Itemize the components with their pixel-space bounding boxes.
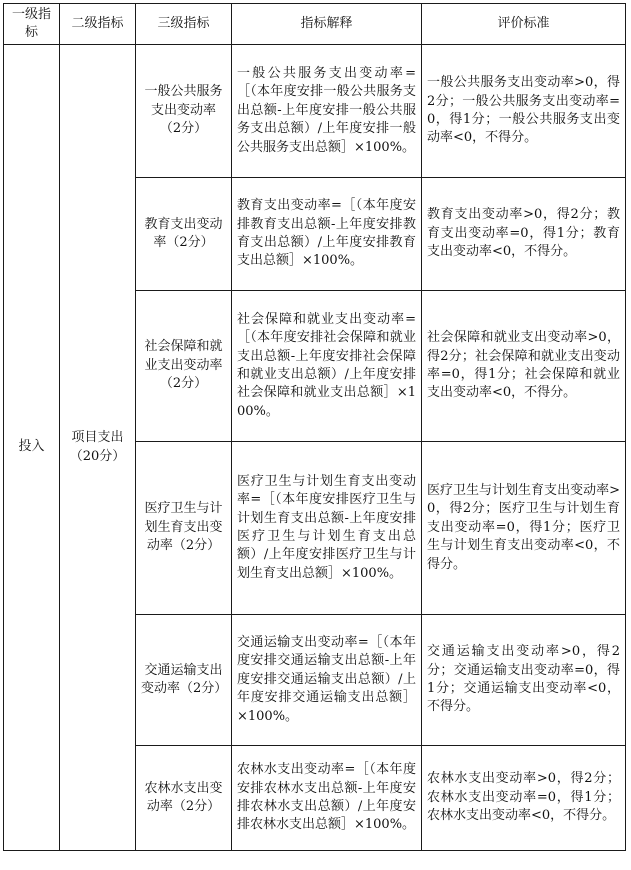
explanation-cell: 农林水支出变动率=［（本年度安排农林水支出总额-上年度安排农林水支出总额）/上年度安排农林水支出总额］×100%。 xyxy=(232,746,422,851)
explanation-cell: 社会保障和就业支出变动率=［（本年度安排社会保障和就业支出总额-上年度安排社会保障和就业支出总额）/上年度安排社会保障和就业支出总额］×100%。 xyxy=(232,291,422,442)
standard-cell: 医疗卫生与计划生育支出变动率>0，得2分；医疗卫生与计划生育支出变动率=0，得1分；医疗卫生与计划生育支出变动率<0，不得分。 xyxy=(422,442,626,615)
standard-cell: 教育支出变动率>0，得2分；教育支出变动率=0，得1分；教育支出变动率<0，不得分。 xyxy=(422,178,626,291)
standard-cell: 农林水支出变动率>0，得2分；农林水支出变动率=0，得1分；农林水支出变动率<0，不得分。 xyxy=(422,746,626,851)
header-standard: 评价标准 xyxy=(422,4,626,45)
explanation-cell: 医疗卫生与计划生育支出变动率=［（本年度安排医疗卫生与计划生育支出总额-上年度安排医疗卫生与计划生育支出总额）/上年度安排医疗卫生与计划生育支出总额］×100%。 xyxy=(232,442,422,615)
explanation-cell: 交通运输支出变动率=［（本年度安排交通运输支出总额-上年度安排交通运输支出总额）/上年度安排交通运输支出总额］×100%。 xyxy=(232,615,422,746)
indicator-cell: 农林水支出变动率（2分） xyxy=(136,746,232,851)
indicator-cell: 社会保障和就业支出变动率（2分） xyxy=(136,291,232,442)
standard-cell: 一般公共服务支出变动率>0，得2分；一般公共服务支出变动率=0，得1分；一般公共服务支出变动率<0，不得分。 xyxy=(422,45,626,178)
level1-cell: 投入 xyxy=(4,45,60,851)
standard-cell: 交通运输支出变动率>0，得2分；交通运输支出变动率=0，得1分；交通运输支出变动率<0，不得分。 xyxy=(422,615,626,746)
evaluation-table xyxy=(3,3,626,851)
indicator-cell: 教育支出变动率（2分） xyxy=(136,178,232,291)
indicator-cell: 一般公共服务支出变动率（2分） xyxy=(136,45,232,178)
table-header-row xyxy=(4,4,626,45)
header-explanation: 指标解释 xyxy=(232,4,422,45)
header-level3: 三级指标 xyxy=(136,4,232,45)
level2-cell: 项目支出（20分） xyxy=(60,45,136,851)
explanation-cell: 一般公共服务支出变动率=［（本年度安排一般公共服务支出总额-上年度安排一般公共服务支出总额）/上年度安排一般公共服务支出总额］×100%。 xyxy=(232,45,422,178)
table-row xyxy=(4,45,626,178)
indicator-cell: 医疗卫生与计划生育支出变动率（2分） xyxy=(136,442,232,615)
header-level1: 一级指标 xyxy=(4,4,60,45)
document-page xyxy=(3,3,626,851)
header-level2: 二级指标 xyxy=(60,4,136,45)
indicator-cell: 交通运输支出变动率（2分） xyxy=(136,615,232,746)
standard-cell: 社会保障和就业支出变动率>0，得2分；社会保障和就业支出变动率=0，得1分；社会保障和就业支出变动率<0，不得分。 xyxy=(422,291,626,442)
explanation-cell: 教育支出变动率=［（本年度安排教育支出总额-上年度安排教育支出总额）/上年度安排教育支出总额］×100%。 xyxy=(232,178,422,291)
